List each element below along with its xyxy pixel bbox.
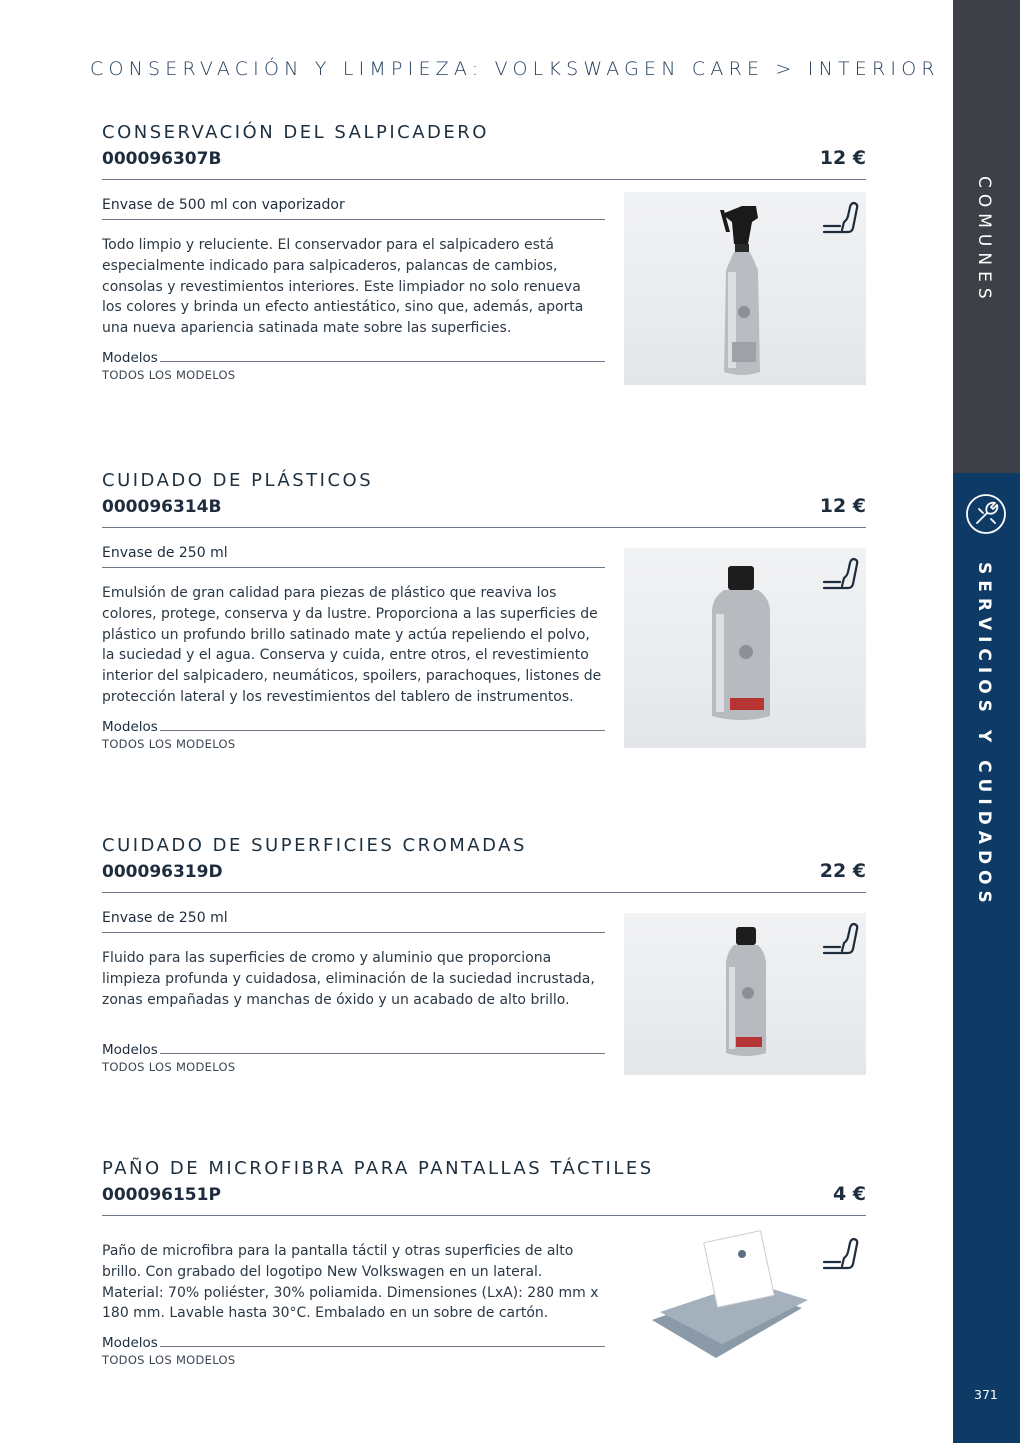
product-size: Envase de 250 ml xyxy=(102,910,228,926)
seat-icon xyxy=(822,556,860,594)
product-description: Todo limpio y reluciente. El conservador para el salpicadero está especialmente indicado para salpicaderos, palancas de cambios, consolas y revestimientos interiores. Este limpiador no solo renueva los colores y brinda un efecto antiestático, sino que, además, aporta una nueva apariencia satinada mate sobre las superficies. xyxy=(102,237,584,337)
models-value: TODOS LOS MODELOS xyxy=(102,737,236,751)
product-dashboard-care xyxy=(102,122,866,392)
seat-icon xyxy=(822,200,860,238)
product-price: 4 € xyxy=(832,1183,866,1205)
divider xyxy=(102,527,866,528)
models-label: Modelos xyxy=(102,1042,164,1058)
product-size: Envase de 500 ml con vaporizador xyxy=(102,197,345,213)
divider xyxy=(160,730,605,731)
product-size: Envase de 250 ml xyxy=(102,545,228,561)
divider xyxy=(160,361,605,362)
divider xyxy=(102,219,605,220)
sidebar-label-comunes: COMUNES xyxy=(974,176,994,305)
wrench-icon xyxy=(965,493,1007,535)
models-section xyxy=(102,1042,605,1074)
product-description: Paño de microfibra para la pantalla táctil y otras superficies de alto brillo. Con grabado del logotipo New Volkswagen en un lateral. Material: 70% poliéster, 30% poliamida. Dimensiones (LxA): 280 mm x 180 mm. Lavable hasta 30°C. Embalado en un sobre de cartón. xyxy=(102,1243,599,1322)
models-label: Modelos xyxy=(102,719,164,735)
page-breadcrumb: CONSERVACIÓN Y LIMPIEZA: VOLKSWAGEN CARE > INTERIOR xyxy=(90,58,940,80)
models-label: Modelos xyxy=(102,1335,164,1351)
models-value: TODOS LOS MODELOS xyxy=(102,1060,236,1074)
divider xyxy=(102,892,866,893)
sidebar-label-servicios: SERVICIOS Y CUIDADOS xyxy=(974,562,994,909)
divider xyxy=(160,1053,605,1054)
product-image-bottle xyxy=(624,913,866,1075)
divider xyxy=(102,179,866,180)
models-label: Modelos xyxy=(102,350,164,366)
product-image-cloth xyxy=(624,1228,866,1368)
product-code: 000096314B xyxy=(102,497,222,517)
models-value: TODOS LOS MODELOS xyxy=(102,368,236,382)
product-microfiber-cloth xyxy=(102,1158,866,1378)
divider xyxy=(102,932,605,933)
product-title: CONSERVACIÓN DEL SALPICADERO xyxy=(102,122,489,143)
product-plastic-care xyxy=(102,470,866,760)
product-code: 000096307B xyxy=(102,149,222,169)
seat-icon xyxy=(822,1236,860,1274)
seat-icon xyxy=(822,921,860,959)
models-section xyxy=(102,719,605,751)
product-image-bottle xyxy=(624,548,866,748)
product-title: CUIDADO DE SUPERFICIES CROMADAS xyxy=(102,835,527,856)
product-chrome-care xyxy=(102,835,866,1085)
divider xyxy=(102,567,605,568)
product-price: 12 € xyxy=(819,495,866,517)
models-section xyxy=(102,350,605,382)
product-title: CUIDADO DE PLÁSTICOS xyxy=(102,470,374,491)
product-price: 22 € xyxy=(819,860,866,882)
page-number: 371 xyxy=(974,1387,998,1402)
product-price: 12 € xyxy=(819,147,866,169)
divider xyxy=(160,1346,605,1347)
product-image-spray-bottle xyxy=(624,192,866,385)
models-section xyxy=(102,1335,605,1367)
models-value: TODOS LOS MODELOS xyxy=(102,1353,236,1367)
product-code: 000096319D xyxy=(102,862,223,882)
product-code: 000096151P xyxy=(102,1185,221,1205)
product-title: PAÑO DE MICROFIBRA PARA PANTALLAS TÁCTILES xyxy=(102,1158,654,1179)
divider xyxy=(102,1215,866,1216)
product-description: Fluido para las superficies de cromo y aluminio que proporciona limpieza profunda y cuidadosa, eliminación de la suciedad incrustada, zonas empañadas y manchas de óxido y un acabado de alto brillo. xyxy=(102,950,595,1008)
product-description: Emulsión de gran calidad para piezas de plástico que reaviva los colores, protege, conserva y da lustre. Proporciona a las superficies de plástico un profundo brillo satinado mate y actúa repeliendo el polvo, la suciedad y el agua. Conserva y cuida, entre otros, el revestimiento interior del salpicadero, neumáticos, spoilers, parachoques, listones de protección lateral y los revestimientos del tablero de instrumentos. xyxy=(102,585,602,705)
